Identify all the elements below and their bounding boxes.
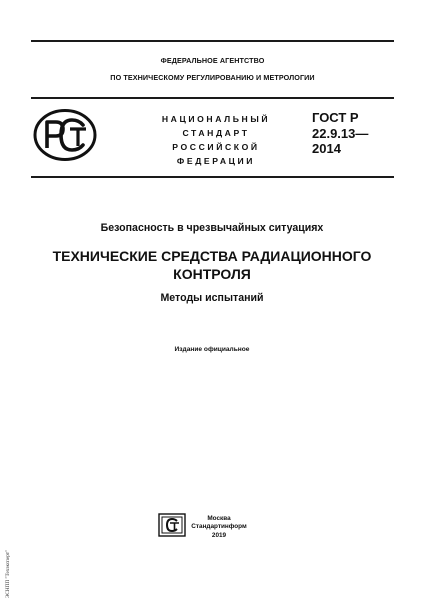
standartinform-logo-icon	[158, 513, 186, 537]
document-title	[0, 247, 424, 283]
publisher-name: Стандартинформ	[191, 523, 247, 531]
publisher-city: Москва	[207, 515, 231, 522]
document-title-line: КОНТРОЛЯ	[173, 266, 251, 282]
national-standard-line: ФЕДЕРАЦИИ	[176, 156, 256, 166]
gost-line: 22.9.13—	[312, 125, 369, 141]
top-rule	[31, 40, 394, 42]
bottom-rule	[31, 176, 394, 178]
side-watermark-text: ЭСНПП "Техэксперт"	[5, 549, 11, 598]
middle-rule	[31, 97, 394, 99]
document-subtitle: Безопасность в чрезвычайных ситуациях	[100, 222, 324, 234]
gost-designation	[312, 110, 368, 157]
national-standard-label	[146, 112, 286, 168]
national-standard-line: СТАНДАРТ	[182, 128, 250, 138]
publisher-info	[186, 515, 252, 540]
document-title-line: ТЕХНИЧЕСКИЕ СРЕДСТВА РАДИАЦИОННОГО	[52, 248, 372, 264]
national-standard-line: РОССИЙСКОЙ	[172, 142, 260, 152]
document-methods: Методы испытаний	[160, 292, 264, 304]
edition-label: Издание официальное	[174, 346, 250, 353]
national-standard-line: НАЦИОНАЛЬНЫЙ	[161, 114, 271, 124]
gost-r-certification-mark-icon	[33, 108, 97, 162]
agency-line-1: ФЕДЕРАЛЬНОЕ АГЕНТСТВО	[160, 56, 265, 65]
gost-line: 2014	[312, 141, 341, 156]
publisher-year: 2019	[211, 531, 227, 539]
agency-line-2: ПО ТЕХНИЧЕСКОМУ РЕГУЛИРОВАНИЮ И МЕТРОЛОГИИ	[110, 73, 315, 82]
gost-line: ГОСТ Р	[312, 110, 359, 125]
